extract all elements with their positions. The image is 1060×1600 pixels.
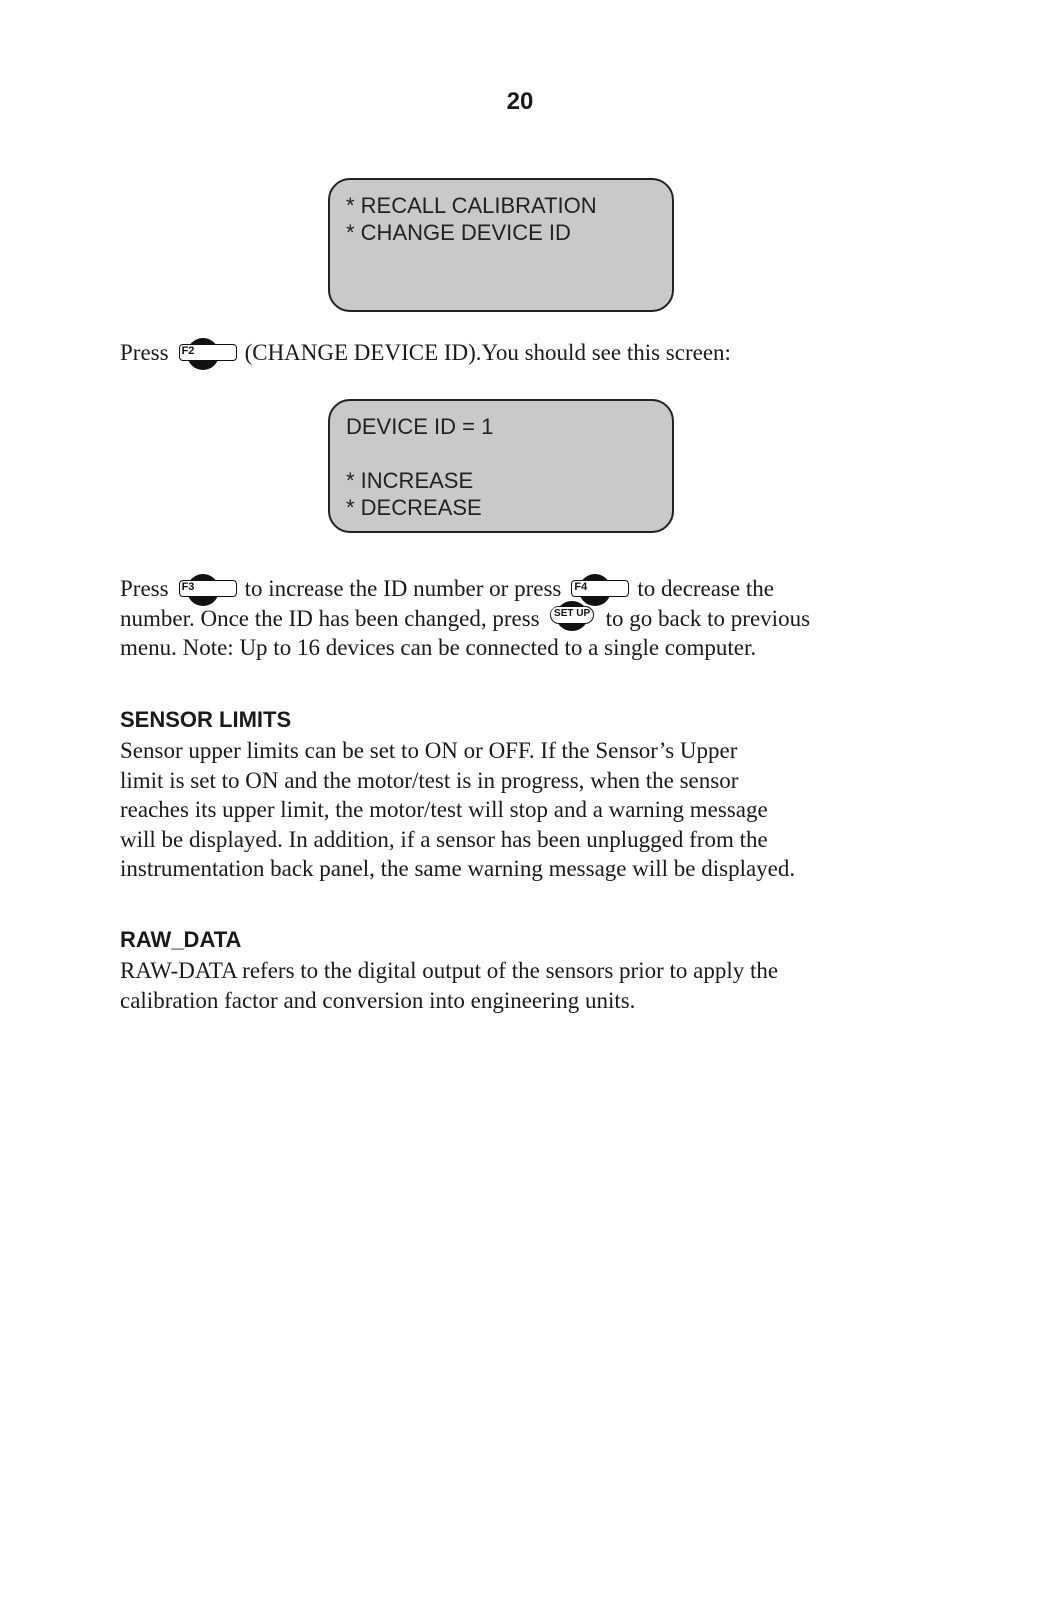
f4-key-icon	[571, 580, 629, 598]
text-line: RAW-DATA refers to the digital output of the sensors prior to apply the	[120, 958, 779, 983]
key-label: F2	[181, 345, 195, 357]
lcd-line: * CHANGE DEVICE ID	[346, 220, 571, 245]
page-number: 20	[506, 88, 534, 115]
text-line	[120, 574, 920, 604]
lcd-line: * DECREASE	[346, 495, 482, 520]
text-go-back: to go back to previous	[605, 605, 811, 631]
text-line	[120, 604, 920, 634]
text-press: Press	[120, 340, 169, 365]
text-line: instrumentation back panel, the same warning message will be displayed.	[120, 856, 796, 881]
f2-key-icon	[179, 344, 237, 362]
key-label: SET UP	[554, 607, 591, 619]
text-line: Sensor upper limits can be set to ON or OFF. If the Sensor’s Upper	[120, 738, 738, 763]
text-decrease: to decrease the	[637, 576, 774, 601]
text-line: menu. Note: Up to 16 devices can be connected to a single computer.	[120, 635, 757, 660]
text-once-changed: number. Once the ID has been changed, press	[120, 605, 540, 631]
key-label: F3	[181, 581, 195, 593]
text-line: calibration factor and conversion into engineering units.	[120, 987, 636, 1013]
text-line	[120, 338, 920, 368]
setup-key-icon	[550, 606, 596, 628]
lcd-line: * RECALL CALIBRATION	[346, 193, 597, 218]
f3-key-icon	[179, 580, 237, 598]
paragraph-increase-decrease	[120, 574, 920, 663]
paragraph-press-f2	[120, 338, 920, 368]
text-line: limit is set to ON and the motor/test is in progress, when the sensor	[120, 767, 739, 793]
text-change-device-id: (CHANGE DEVICE ID).You should see this screen:	[244, 340, 731, 365]
paragraph-raw-data	[120, 956, 920, 1015]
lcd-screen-recall-menu	[328, 178, 674, 312]
heading-raw-data: RAW_DATA	[120, 927, 242, 952]
text-increase: to increase the ID number or press	[244, 576, 562, 601]
key-label: F4	[574, 581, 588, 593]
text-press: Press	[120, 576, 169, 601]
lcd-screen-device-id	[328, 399, 674, 533]
text-line: reaches its upper limit, the motor/test will stop and a warning message	[120, 797, 768, 822]
lcd-line	[346, 440, 672, 467]
paragraph-sensor-limits	[120, 736, 920, 884]
lcd-line: * INCREASE	[346, 468, 474, 493]
lcd-line: DEVICE ID = 1	[346, 414, 494, 439]
heading-sensor-limits: SENSOR LIMITS	[120, 707, 292, 732]
text-line: will be displayed. In addition, if a sensor has been unplugged from the	[120, 826, 768, 852]
